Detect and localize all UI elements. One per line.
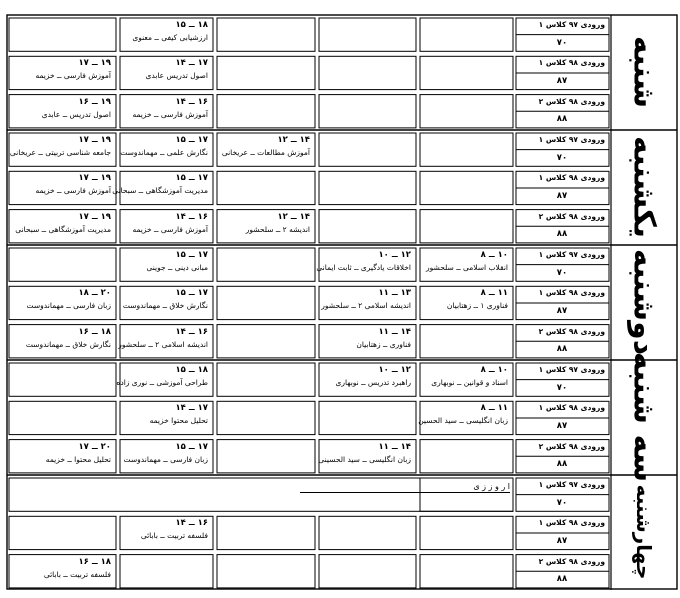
student-count: ۷۰ xyxy=(556,152,568,163)
student-count: ۸۸ xyxy=(556,344,568,355)
course-cell-box xyxy=(217,286,315,319)
course-name: نگارش خلاق ــ مهماندوست xyxy=(122,301,208,311)
course-time: ۱۹ ــ ۱۶ xyxy=(78,96,111,107)
course-time: ۱۷ ــ ۱۵ xyxy=(175,173,208,184)
course-time: ۱۰ ــ ۸ xyxy=(480,365,508,375)
class-label: ورودی ۹۷ کلاس ۱ xyxy=(538,480,605,489)
course-name: آموزش فارسی ــ خزیمه xyxy=(35,186,111,196)
class-label: ورودی ۹۸ کلاس ۲ xyxy=(538,96,605,106)
course-time: ۲۰ ــ ۱۷ xyxy=(78,441,111,452)
course-name: فلسفه تربیت ــ بابائی xyxy=(43,569,111,579)
course-cell-box xyxy=(420,56,513,89)
course-cell-box xyxy=(217,516,315,549)
course-cell-box xyxy=(217,401,315,434)
course-time: ۱۶ ــ ۱۴ xyxy=(175,326,208,337)
day-label: یکشنبه xyxy=(626,136,662,239)
course-time: ۱۶ ــ ۱۴ xyxy=(175,518,208,529)
course-time: ۱۷ ــ ۱۵ xyxy=(175,250,208,260)
student-count: ۷۰ xyxy=(556,267,568,278)
day-label: چهارشنبه xyxy=(632,485,656,580)
class-label: ورودی ۹۷ کلاس ۱ xyxy=(538,250,605,259)
course-name: اصول تدریس ــ عابدی xyxy=(41,109,111,119)
course-name: طراحی آموزشی ــ نوری زاده xyxy=(116,378,208,387)
course-time: ۱۸ ــ ۱۵ xyxy=(175,365,208,375)
course-time: ۱۱ ــ ۸ xyxy=(480,288,508,299)
course-name: اندیشه ۲ ــ سلحشور xyxy=(245,224,310,234)
course-name: زبان فارسی ــ مهماندوست xyxy=(26,301,111,311)
course-time: ۱۳ ــ ۱۱ xyxy=(378,288,411,299)
day-label: شنبه xyxy=(626,36,662,109)
course-time: ۱۷ ــ ۱۵ xyxy=(175,441,208,452)
course-time: ۱۲ ــ ۱۰ xyxy=(378,250,411,260)
course-time: ۱۶ ــ ۱۴ xyxy=(175,211,208,222)
course-time: ۱۲ ــ ۱۰ xyxy=(378,365,411,375)
course-cell-box xyxy=(217,440,315,473)
course-name: مدیریت آموزشگاهی ــ سبحانی xyxy=(112,186,208,196)
course-cell-box xyxy=(319,18,416,51)
course-name: اخلاقات یادگیری ــ ثابت ایمانی xyxy=(316,263,411,272)
class-label: ورودی ۹۸ کلاس ۱ xyxy=(538,173,605,183)
student-count: ۸۷ xyxy=(556,420,568,431)
course-name: ارزشیابی کیفی ــ معنوی xyxy=(132,33,208,42)
course-cell-box xyxy=(217,363,315,396)
class-label: ورودی ۹۸ کلاس ۱ xyxy=(538,518,605,528)
course-time: ۱۷ ــ ۱۴ xyxy=(175,58,208,69)
course-name: نگارش خلاق ــ مهماندوست xyxy=(25,339,111,349)
course-name: اسناد و قوانین ــ نوبهاری xyxy=(431,378,508,387)
course-time: ۱۷ ــ ۱۴ xyxy=(175,403,208,414)
course-name: اندیشه اسلامی ۲ ــ سلحشور xyxy=(118,339,208,349)
student-count: ۸۷ xyxy=(556,535,568,546)
course-name: آموزش فارسی ــ خزیمه xyxy=(35,71,111,81)
course-name: زبان فارسی ــ مهماندوست xyxy=(123,454,208,464)
course-name: مبانی دینی ــ جوینی xyxy=(146,263,208,272)
course-cell-box xyxy=(217,555,315,588)
course-time: ۱۸ ــ ۱۵ xyxy=(175,20,208,30)
course-time: ۱۹ ــ ۱۷ xyxy=(78,135,111,145)
course-cell-box xyxy=(319,555,416,588)
course-cell-box xyxy=(319,210,416,243)
course-name: فلسفه تربیت ــ بابائی xyxy=(140,531,208,541)
course-name: زبان انگلیسی ــ سید الحسینی xyxy=(318,454,411,464)
course-name: مدیریت آموزشگاهی ــ سبحانی xyxy=(15,224,111,234)
course-cell-box xyxy=(217,95,315,128)
course-cell-box xyxy=(9,18,116,51)
class-label: ورودی ۹۷ کلاس ۱ xyxy=(538,135,605,144)
class-label: ورودی ۹۸ کلاس ۲ xyxy=(538,556,605,566)
course-cell-box xyxy=(9,363,116,396)
course-time: ۱۸ ــ ۱۶ xyxy=(78,326,111,337)
course-cell-box xyxy=(420,210,513,243)
course-cell-box xyxy=(217,325,315,358)
course-time: ۱۹ ــ ۱۷ xyxy=(78,173,111,184)
course-name: انقلاب اسلامی ــ سلحشور xyxy=(426,263,508,272)
class-label: ورودی ۹۷ کلاس ۱ xyxy=(538,20,605,29)
course-cell-box xyxy=(420,440,513,473)
student-count: ۷۰ xyxy=(556,382,568,393)
course-cell-box xyxy=(319,133,416,166)
student-count: ۸۷ xyxy=(556,190,568,201)
course-name: آموزش فارسی ــ خزیمه xyxy=(132,109,208,119)
course-time: ۱۴ ــ ۱۲ xyxy=(277,211,310,222)
course-cell-box xyxy=(319,401,416,434)
course-cell-box xyxy=(420,95,513,128)
course-name: تحلیل محتوا ــ خزیمه xyxy=(45,454,111,464)
class-label: ورودی ۹۸ کلاس ۲ xyxy=(538,326,605,336)
day-label: سه شنبه xyxy=(626,352,662,483)
course-name: نگارش علمی ــ مهماندوست xyxy=(120,148,208,157)
student-count: ۸۷ xyxy=(556,75,568,86)
course-time: ۱۱ ــ ۸ xyxy=(480,403,508,414)
student-count: ۸۸ xyxy=(556,574,568,585)
course-cell-box xyxy=(217,171,315,204)
course-name: جامعه شناسی تربیتی ــ عریخانی xyxy=(9,148,111,157)
course-time: ۱۶ ــ ۱۴ xyxy=(175,96,208,107)
course-cell-box xyxy=(120,555,213,588)
course-cell-box xyxy=(217,56,315,89)
course-cell-box xyxy=(420,516,513,549)
course-time: ۱۷ ــ ۱۵ xyxy=(175,288,208,299)
student-count: ۸۸ xyxy=(556,114,568,125)
student-count: ۷۰ xyxy=(556,37,568,48)
course-name: آموزش فارسی ــ خزیمه xyxy=(132,224,208,234)
course-cell-box xyxy=(420,133,513,166)
course-time: ۱۹ ــ ۱۷ xyxy=(78,58,111,69)
course-time: ۱۴ ــ ۱۱ xyxy=(378,326,411,337)
course-name: اندیشه اسلامی ۲ ــ سلحشور xyxy=(321,301,411,311)
class-label: ورودی ۹۸ کلاس ۱ xyxy=(538,403,605,413)
course-time: ۱۹ ــ ۱۷ xyxy=(78,211,111,222)
course-cell-box xyxy=(319,516,416,549)
course-cell-box xyxy=(420,171,513,204)
student-count: ۸۷ xyxy=(556,305,568,316)
course-cell-box xyxy=(319,56,416,89)
course-cell-box xyxy=(9,248,116,281)
course-name: اصول تدریس عابدی xyxy=(145,71,208,81)
class-label: ورودی ۹۸ کلاس ۲ xyxy=(538,441,605,451)
course-cell-box xyxy=(319,171,416,204)
course-time: ۱۴ ــ ۱۱ xyxy=(378,441,411,452)
course-cell-box xyxy=(319,95,416,128)
course-name: آموزش مطالعات ــ عریخانی xyxy=(221,148,310,157)
course-cell-box xyxy=(420,325,513,358)
course-time: ۲۰ ــ ۱۸ xyxy=(78,288,111,299)
course-name: راهبرد تدریس ــ نوبهاری xyxy=(335,378,411,387)
course-time: ۱۰ ــ ۸ xyxy=(480,250,508,260)
class-label: ورودی ۹۸ کلاس ۱ xyxy=(538,288,605,298)
student-count: ۸۸ xyxy=(556,229,568,240)
class-label: ورودی ۹۸ کلاس ۲ xyxy=(538,211,605,221)
course-cell-box xyxy=(420,18,513,51)
class-label: ورودی ۹۷ کلاس ۱ xyxy=(538,365,605,374)
course-name: زبان انگلیسی ــ سید الحسین xyxy=(418,416,508,426)
day-label: دوشنبه xyxy=(626,249,662,356)
course-cell-box xyxy=(9,516,116,549)
course-name: فناوری ــ زهتابیان xyxy=(356,339,411,349)
class-label: ورودی ۹۸ کلاس ۱ xyxy=(538,58,605,68)
course-cell-box xyxy=(9,401,116,434)
course-cell-box xyxy=(420,555,513,588)
course-name: فناوری ۱ ــ زهتابیان xyxy=(446,301,508,311)
course-cell-box xyxy=(217,248,315,281)
course-name: تحلیل محتوا خزیمه xyxy=(149,416,208,426)
course-time: ۱۸ ــ ۱۶ xyxy=(78,556,111,567)
course-time: ۱۷ ــ ۱۵ xyxy=(175,135,208,145)
student-count: ۸۸ xyxy=(556,459,568,470)
holiday-note: ا ر و ز ز ی xyxy=(300,482,510,493)
student-count: ۷۰ xyxy=(556,497,568,508)
course-time: ۱۴ ــ ۱۲ xyxy=(277,135,310,145)
course-cell-box xyxy=(217,18,315,51)
